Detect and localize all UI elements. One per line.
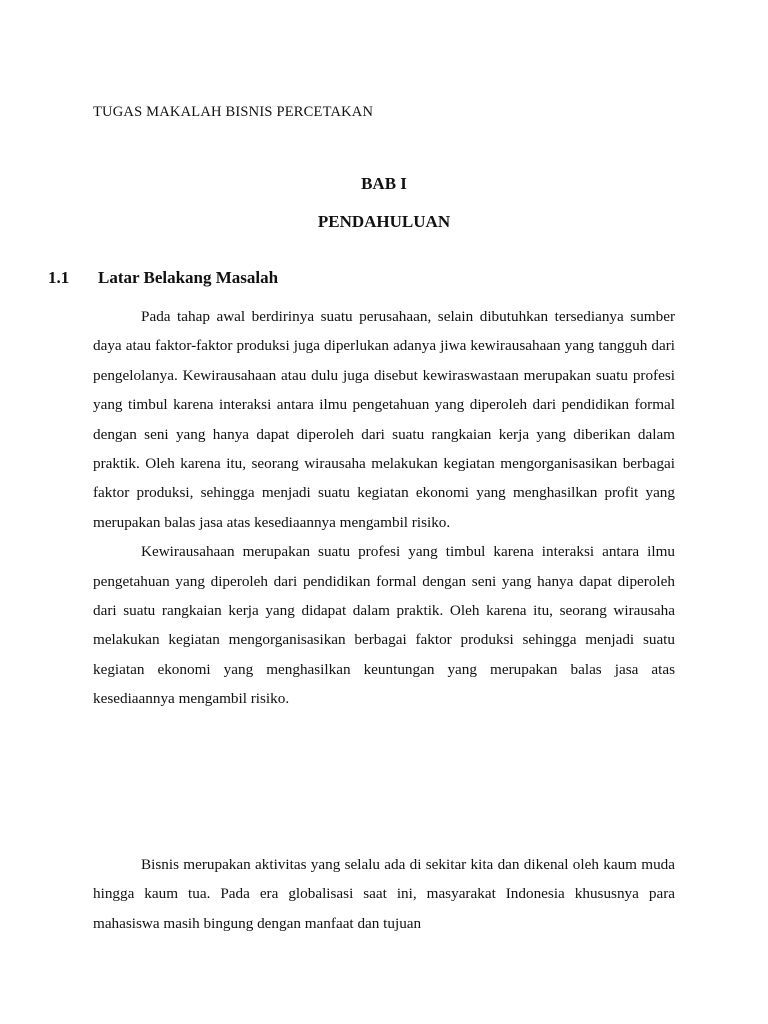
paragraph-block-2 — [93, 850, 675, 938]
section-number: 1.1 — [48, 268, 70, 287]
chapter-title: PENDAHULUAN — [317, 212, 451, 231]
paragraph-1: Pada tahap awal berdirinya suatu perusahaan, selain dibutuhkan tersedianya sumber daya atau faktor-faktor produksi juga diperlukan adanya jiwa kewirausahaan yang tangguh dari pengelolanya. Kewirausahaan atau dulu juga disebut kewiraswastaan merupakan suatu profesi yang timbul karena interaksi antara ilmu pengetahuan yang diperoleh dari pendidikan formal dengan seni yang hanya dapat diperoleh dari suatu rangkaian kerja yang diberikan dalam praktik. Oleh karena itu, seorang wirausaha melakukan kegiatan mengorganisasikan berbagai faktor produksi, sehingga menjadi suatu kegiatan ekonomi yang menghasilkan profit yang merupakan balas jasa atas kesediaannya mengambil risiko. — [93, 308, 675, 531]
paragraph-2: Kewirausahaan merupakan suatu profesi yang timbul karena interaksi antara ilmu pengetahuan yang diperoleh dari pendidikan formal dengan seni yang hanya dapat diperoleh dari suatu rangkaian kerja yang didapat dalam praktik. Oleh karena itu, seorang wirausaha melakukan kegiatan mengorganisasikan berbagai faktor produksi sehingga menjadi suatu kegiatan ekonomi yang menghasilkan keuntungan yang merupakan balas jasa atas kesediaannya mengambil risiko. — [93, 543, 675, 708]
paragraph-block-1 — [93, 302, 675, 714]
paragraph-3: Bisnis merupakan aktivitas yang selalu ada di sekitar kita dan dikenal oleh kaum muda hingga kaum tua. Pada era globalisasi saat ini, masyarakat Indonesia khususnya para mahasiswa masih bingung dengan manfaat dan tujuan — [93, 856, 675, 932]
section-title: Latar Belakang Masalah — [98, 268, 279, 287]
section-heading — [48, 268, 278, 288]
document-header-title: TUGAS MAKALAH BISNIS PERCETAKAN — [93, 104, 374, 120]
chapter-number: BAB I — [361, 174, 407, 193]
